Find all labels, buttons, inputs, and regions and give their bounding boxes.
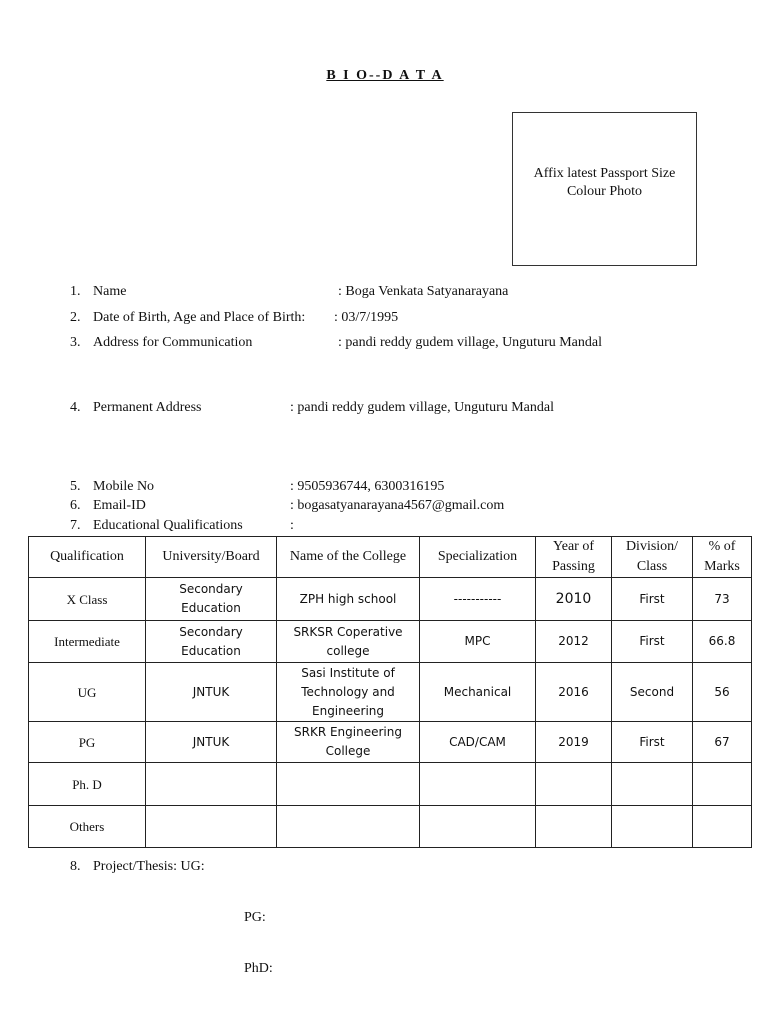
- header-year-of-passing: Year of Passing: [536, 537, 612, 578]
- field-label: Date of Birth, Age and Place of Birth:: [93, 310, 306, 325]
- table-row: [29, 722, 752, 763]
- field-email: [70, 497, 720, 515]
- field-value: : pandi reddy gudem village, Unguturu Mandal: [290, 400, 554, 415]
- table-header-row: [29, 537, 752, 578]
- table-cell: 56: [693, 663, 752, 722]
- field-label: Permanent Address: [93, 400, 202, 415]
- table-cell: [536, 806, 612, 848]
- table-cell: [146, 806, 277, 848]
- field-label: Mobile No: [93, 479, 155, 494]
- table-cell: JNTUK: [146, 663, 277, 722]
- table-cell: Secondary Education: [146, 621, 277, 663]
- table-cell: Second: [612, 663, 693, 722]
- table-row: [29, 763, 752, 806]
- field-value: : 9505936744, 6300316195: [290, 479, 445, 494]
- table-cell: Mechanical: [420, 663, 536, 722]
- field-label: Email-ID: [93, 498, 146, 513]
- table-cell: ZPH high school: [277, 578, 420, 621]
- header-university-board: University/Board: [146, 537, 277, 578]
- table-row: [29, 578, 752, 621]
- project-pg-label: PG:: [244, 910, 266, 925]
- field-number: 5.: [70, 479, 81, 494]
- table-cell: X Class: [29, 578, 146, 621]
- table-cell: -----------: [420, 578, 536, 621]
- table-cell: SRKR Engineering College: [277, 722, 420, 763]
- field-label: Project/Thesis: UG:: [93, 859, 205, 874]
- field-name: [70, 283, 720, 301]
- field-number: 7.: [70, 518, 81, 533]
- photo-box-line2: Colour Photo: [566, 184, 643, 199]
- field-label: Educational Qualifications: [93, 518, 243, 533]
- passport-photo-box: [512, 112, 697, 266]
- field-date-of-birth: [70, 309, 720, 327]
- field-number: 2.: [70, 310, 81, 325]
- table-row: [29, 621, 752, 663]
- header-percent-marks: % of Marks: [693, 537, 752, 578]
- project-phd-label: PhD:: [244, 961, 273, 976]
- table-cell: CAD/CAM: [420, 722, 536, 763]
- table-cell: SRKSR Coperative college: [277, 621, 420, 663]
- field-value: : 03/7/1995: [334, 310, 399, 325]
- table-cell: First: [612, 722, 693, 763]
- header-specialization: Specialization: [420, 537, 536, 578]
- table-cell: [693, 806, 752, 848]
- table-cell: [612, 763, 693, 806]
- table-cell: 2019: [536, 722, 612, 763]
- field-number: 8.: [70, 859, 81, 874]
- table-cell: First: [612, 621, 693, 663]
- document-title: B I O--D A T A: [326, 68, 444, 83]
- table-row: [29, 806, 752, 848]
- field-label: Name: [93, 284, 127, 299]
- table-cell: First: [612, 578, 693, 621]
- field-value: : pandi reddy gudem village, Unguturu Mandal: [338, 335, 602, 350]
- table-cell: 67: [693, 722, 752, 763]
- field-permanent-address: [70, 399, 720, 417]
- table-cell: [420, 763, 536, 806]
- field-value: : Boga Venkata Satyanarayana: [338, 284, 509, 299]
- table-cell: Ph. D: [29, 763, 146, 806]
- table-cell: [536, 763, 612, 806]
- field-number: 4.: [70, 400, 81, 415]
- table-cell: UG: [29, 663, 146, 722]
- photo-box-line1: Affix latest Passport Size: [533, 166, 676, 181]
- header-college-name: Name of the College: [277, 537, 420, 578]
- header-division-class: Division/ Class: [612, 537, 693, 578]
- table-cell: [277, 763, 420, 806]
- table-cell: 73: [693, 578, 752, 621]
- table-cell: Secondary Education: [146, 578, 277, 621]
- table-cell: PG: [29, 722, 146, 763]
- table-cell: [277, 806, 420, 848]
- field-number: 6.: [70, 498, 81, 513]
- table-cell: 2010: [536, 578, 612, 621]
- table-cell: Intermediate: [29, 621, 146, 663]
- field-number: 1.: [70, 284, 81, 299]
- field-value: : bogasatyanarayana4567@gmail.com: [290, 498, 505, 513]
- table-cell: [420, 806, 536, 848]
- table-cell: [146, 763, 277, 806]
- table-cell: 66.8: [693, 621, 752, 663]
- table-cell: JNTUK: [146, 722, 277, 763]
- table-cell: [612, 806, 693, 848]
- table-cell: MPC: [420, 621, 536, 663]
- table-cell: [693, 763, 752, 806]
- field-educational-qualifications: [70, 517, 720, 535]
- field-number: 3.: [70, 335, 81, 350]
- field-value: :: [290, 518, 294, 533]
- table-row: [29, 663, 752, 722]
- table-cell: 2016: [536, 663, 612, 722]
- field-label: Address for Communication: [93, 335, 253, 350]
- table-cell: Sasi Institute of Technology and Engineering: [277, 663, 420, 722]
- field-mobile: [70, 478, 720, 496]
- header-qualification: Qualification: [29, 537, 146, 578]
- table-cell: 2012: [536, 621, 612, 663]
- field-communication-address: [70, 334, 720, 352]
- education-table: [28, 536, 752, 848]
- field-project-thesis: [70, 858, 470, 876]
- table-cell: Others: [29, 806, 146, 848]
